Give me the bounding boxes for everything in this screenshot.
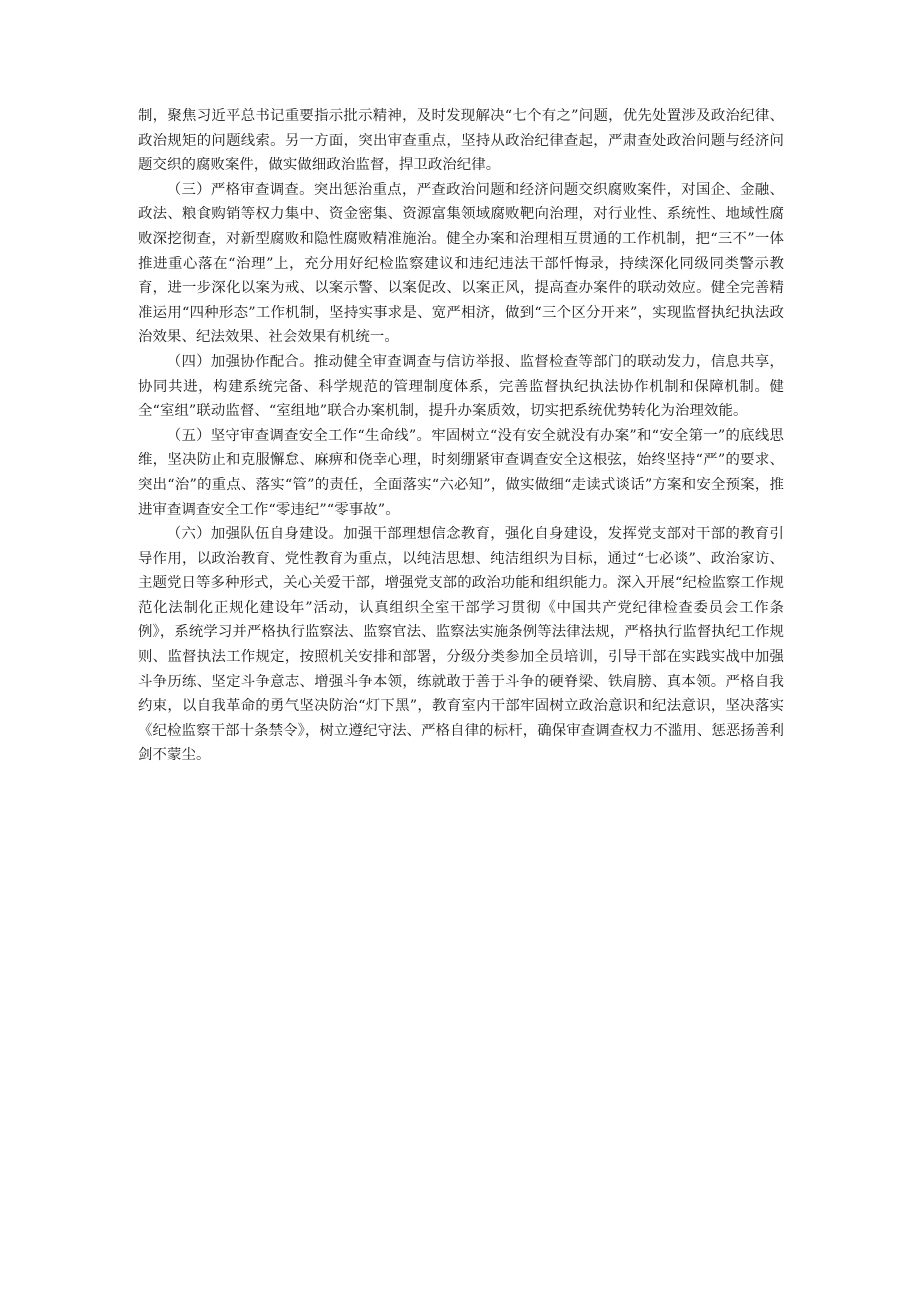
paragraph-coordination: （四）加强协作配合。推动健全审查调查与信访举报、监督检查等部门的联动发力，信息共享，协同共进，构建系统完备、科学规范的管理制度体系，完善监督执纪执法协作机制和保障机制。健全“室组”联动监督、“室组地”联合办案机制，提升办案质效，切实把系统优势转化为治理效能。: [138, 353, 784, 420]
paragraph-safety-lifeline: （五）坚守审查调查安全工作“生命线”。牢固树立“没有安全就没有办案”和“安全第一”的底线思维，坚决防止和克服懈怠、麻痹和侥幸心理，时刻绷紧审查调查安全这根弦，始终坚持“严”的要求、突出“治”的重点、落实“管”的责任，全面落实“六必知”，做实做细“走读式谈话”方案和安全预案，推进审查调查安全工作“零违纪”“零事故”。: [138, 427, 784, 518]
document-body: [138, 104, 784, 768]
paragraph-strict-investigation: （三）严格审查调查。突出惩治重点，严查政治问题和经济问题交织腐败案件，对国企、金融、政法、粮食购销等权力集中、资金密集、资源富集领域腐败靶向治理，对行业性、系统性、地域性腐败深挖彻查，对新型腐败和隐性腐败精准施治。健全办案和治理相互贯通的工作机制，把“三不”一体推进重心落在“治理”上，充分用好纪检监察建议和违纪违法干部忏悔录，持续深化同级同类警示教育，进一步深化以案为戒、以案示警、以案促改、以案正风，提高查办案件的联动效应。健全完善精准运用“四种形态”工作机制，坚持实事求是、宽严相济，做到“三个区分开来”，实现监督执纪执法政治效果、纪法效果、社会效果有机统一。: [138, 181, 784, 346]
paragraph-continuation: 制，聚焦习近平总书记重要指示批示精神，及时发现解决“七个有之”问题，优先处置涉及政治纪律、政治规矩的问题线索。另一方面，突出审查重点，坚持从政治纪律查起，严肃查处政治问题与经济问题交织的腐败案件，做实做细政治监督，捍卫政治纪律。: [138, 108, 784, 174]
paragraph-team-building: （六）加强队伍自身建设。加强干部理想信念教育，强化自身建设，发挥党支部对干部的教育引导作用，以政治教育、党性教育为重点，以纯洁思想、纯洁组织为目标，通过“七必谈”、政治家访、主题党日等多种形式，关心关爱干部，增强党支部的政治功能和组织能力。深入开展“纪检监察工作规范化法制化正规化建设年”活动，认真组织全室干部学习贯彻《中国共产党纪律检查委员会工作条例》，系统学习并严格执行监察法、监察官法、监察法实施条例等法律法规，严格执行监督执纪工作规则、监督执法工作规定，按照机关安排和部署，分级分类参加全员培训，引导干部在实践实战中加强斗争历练、坚定斗争意志、增强斗争本领，练就敢于善于斗争的硬脊梁、铁肩膀、真本领。严格自我约束，以自我革命的勇气坚决防治“灯下黑”，教育室内干部牢固树立政治意识和纪法意识，坚决落实《纪检监察干部十条禁令》，树立遵纪守法、严格自律的标杆，确保审查调查权力不滥用、惩恶扬善利剑不蒙尘。: [138, 526, 784, 764]
